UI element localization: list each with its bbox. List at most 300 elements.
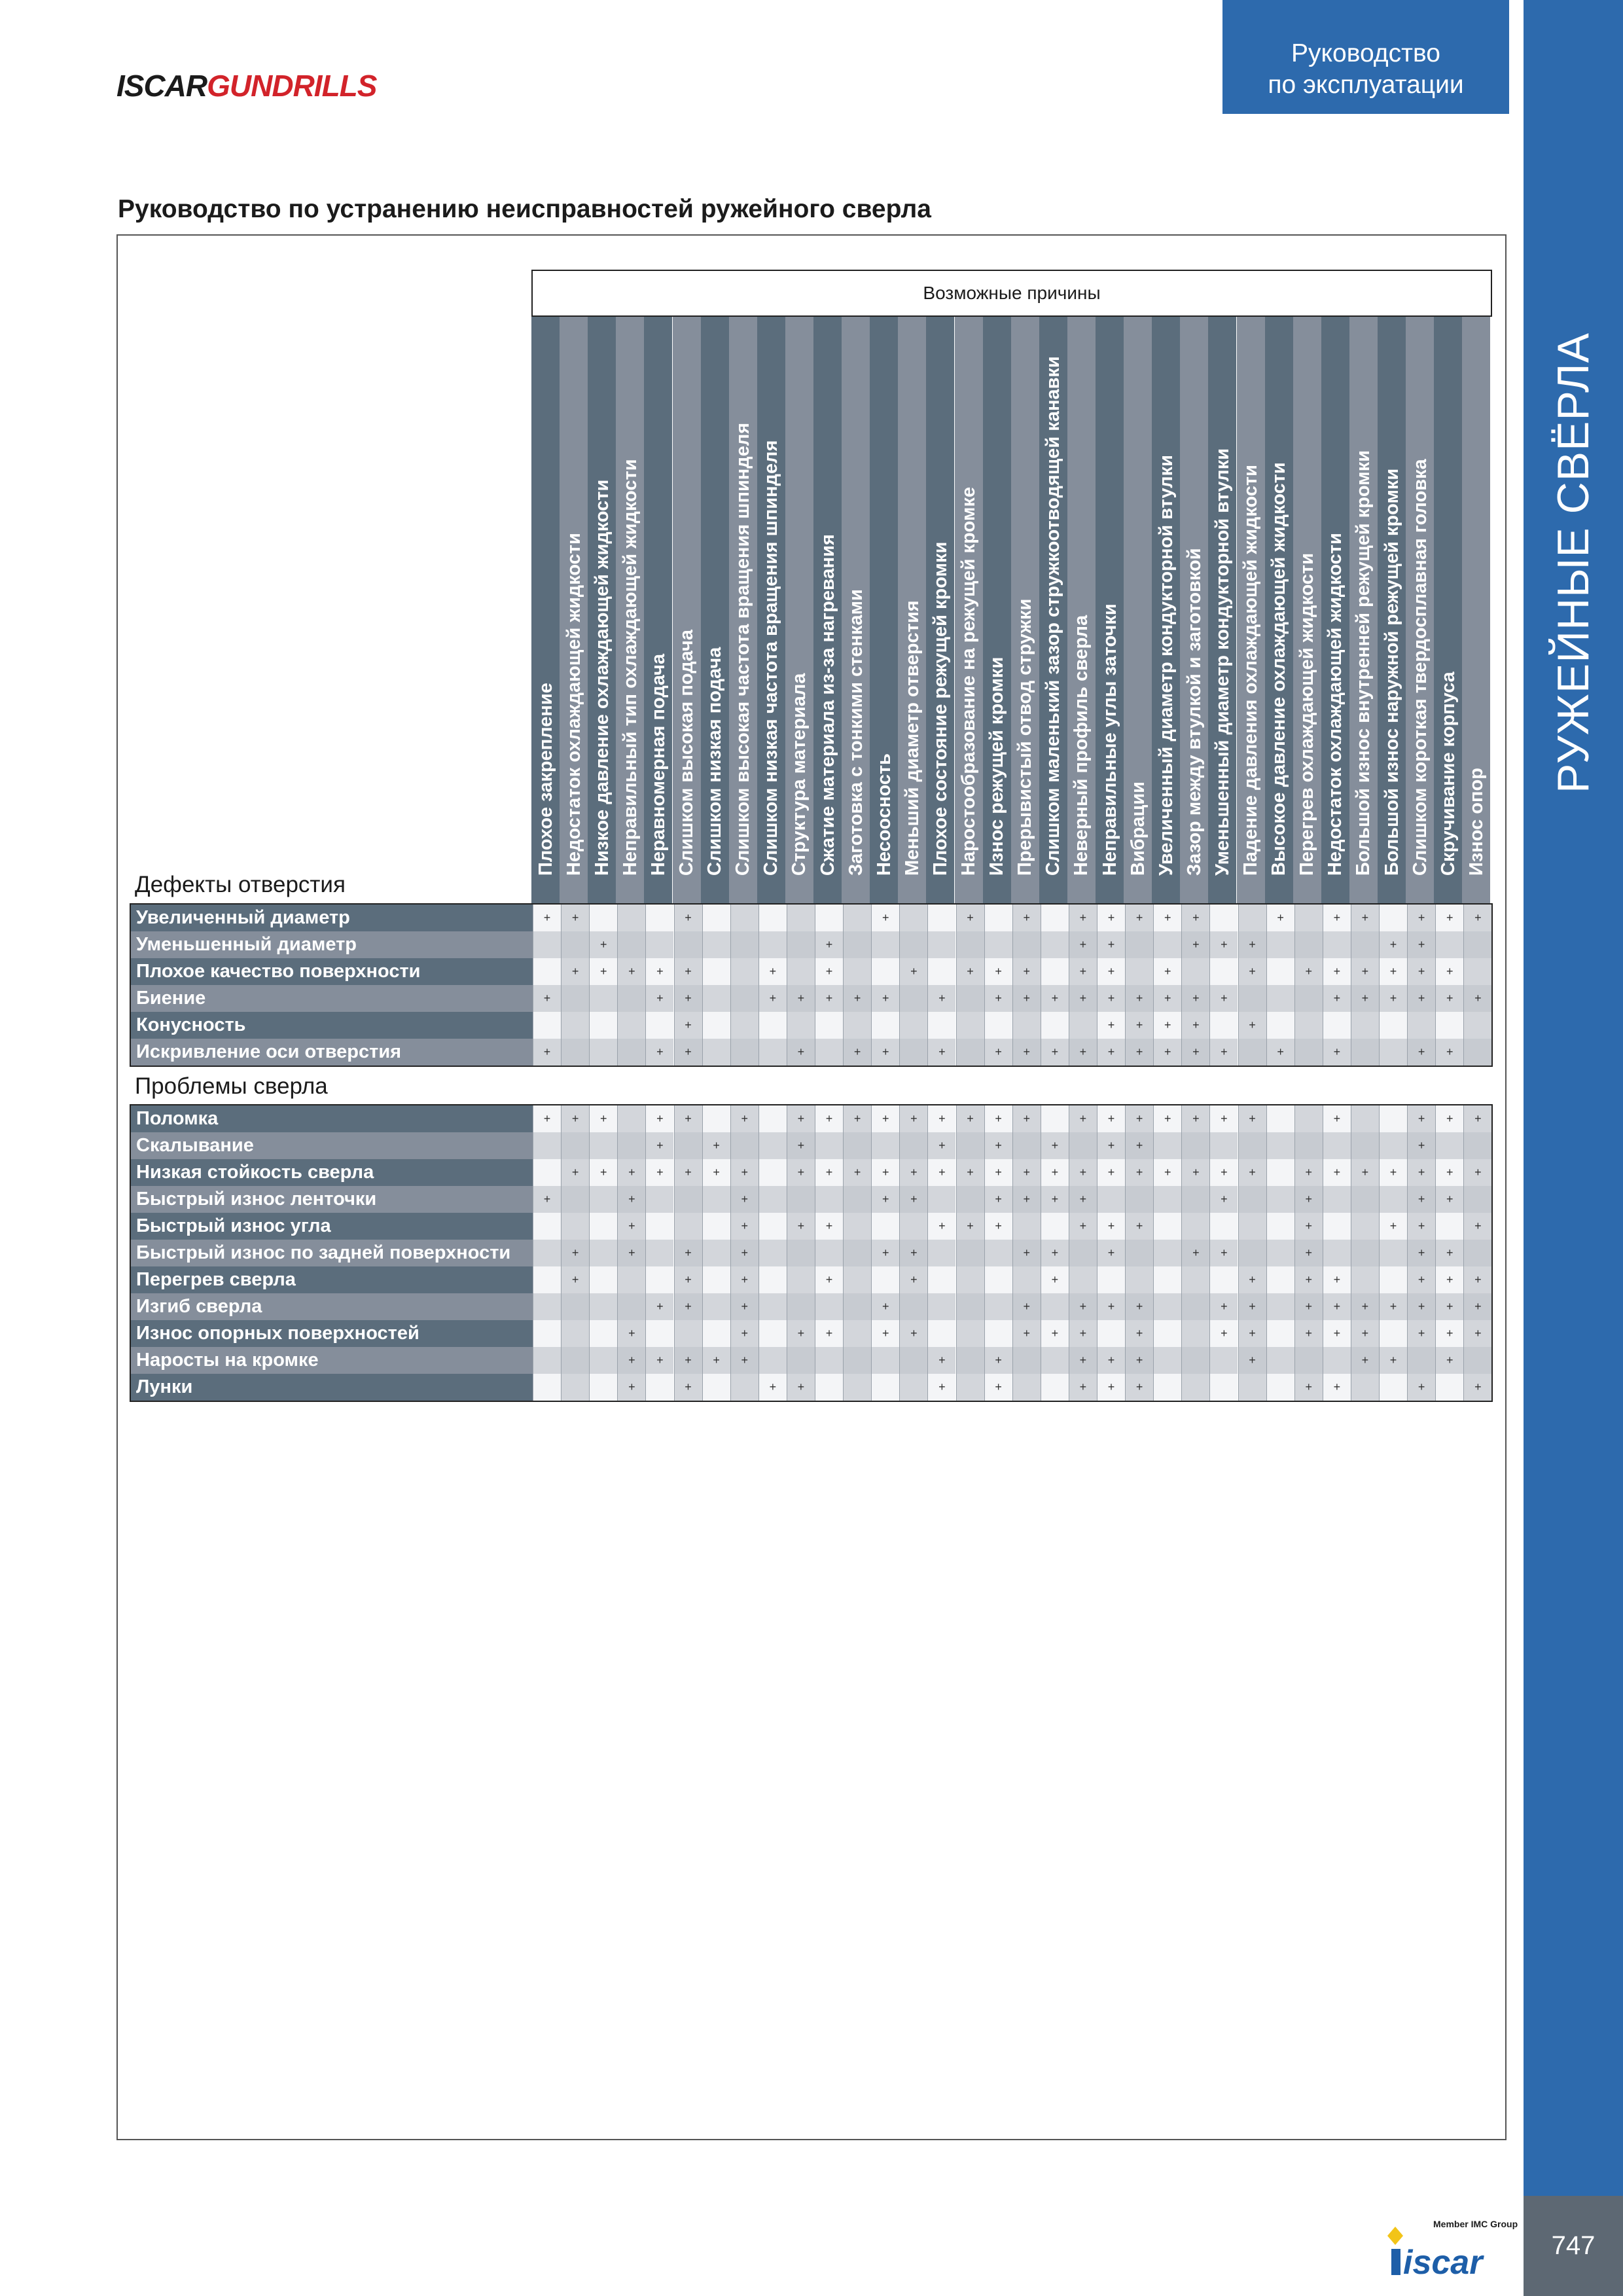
table-cell <box>1266 1039 1294 1066</box>
table-cell <box>617 1374 645 1401</box>
table-cell <box>1181 1320 1209 1347</box>
table-cell <box>1323 1293 1351 1320</box>
section-grid <box>130 903 1493 1067</box>
table-cell <box>956 1012 984 1039</box>
table-cell <box>787 1159 815 1186</box>
cause-mark: + <box>882 1166 889 1179</box>
table-cell <box>1125 1132 1153 1159</box>
table-cell <box>815 1159 843 1186</box>
cause-mark: + <box>571 911 579 924</box>
table-cell <box>1012 985 1041 1012</box>
table-cell <box>787 1105 815 1132</box>
table-cell <box>730 958 758 985</box>
cause-mark: + <box>1023 911 1030 924</box>
cause-mark: + <box>1249 938 1256 951</box>
cause-mark: + <box>1446 1327 1454 1340</box>
cause-mark: + <box>995 1112 1002 1125</box>
table-cell <box>1097 1186 1125 1213</box>
row-label: Изгиб сверла <box>131 1293 533 1320</box>
table-cell <box>1463 1347 1491 1374</box>
table-cell <box>674 1320 702 1347</box>
table-cell <box>843 1240 871 1266</box>
cause-mark: + <box>1192 992 1200 1005</box>
cause-mark: + <box>1249 1166 1256 1179</box>
cause-mark: + <box>1107 1354 1115 1367</box>
cause-mark: + <box>1135 1354 1143 1367</box>
table-cell <box>1181 1159 1209 1186</box>
cause-mark: + <box>1135 1018 1143 1031</box>
table-cell <box>702 931 730 958</box>
table-cell <box>984 1240 1012 1266</box>
table-cell <box>787 931 815 958</box>
table-cell <box>871 958 899 985</box>
cause-mark: + <box>825 1166 833 1179</box>
cause-mark: + <box>825 1273 833 1286</box>
table-cell <box>1012 1374 1041 1401</box>
cause-mark: + <box>741 1300 748 1313</box>
table-cell <box>984 1293 1012 1320</box>
cause-mark: + <box>1418 1045 1425 1058</box>
table-cell <box>1463 1105 1491 1132</box>
cause-mark: + <box>1389 992 1397 1005</box>
table-cell <box>1379 1039 1407 1066</box>
row-label: Биение <box>131 985 533 1012</box>
table-cell <box>1435 931 1463 958</box>
cause-label: Слишком низкая подача <box>704 647 726 876</box>
table-cell <box>1125 1320 1153 1347</box>
table-cell <box>702 985 730 1012</box>
table-cell <box>1097 931 1125 958</box>
cause-mark: + <box>1418 1380 1425 1393</box>
table-cell <box>674 1347 702 1374</box>
table-cell <box>1097 1012 1125 1039</box>
table-cell <box>984 905 1012 931</box>
cause-mark: + <box>1474 1166 1482 1179</box>
table-cell <box>1379 1213 1407 1240</box>
table-cell <box>1097 985 1125 1012</box>
table-cell <box>787 1039 815 1066</box>
table-cell <box>1153 1240 1181 1266</box>
cause-mark: + <box>1107 992 1115 1005</box>
table-cell <box>561 958 589 985</box>
table-cell <box>1069 1320 1097 1347</box>
table-cell <box>1012 1186 1041 1213</box>
cause-mark: + <box>1051 1246 1059 1259</box>
cause-mark: + <box>769 965 777 978</box>
table-cell <box>1323 1213 1351 1240</box>
table-cell <box>1012 1293 1041 1320</box>
table-cell <box>1266 1186 1294 1213</box>
table-cell <box>815 931 843 958</box>
cause-mark: + <box>1221 1193 1228 1206</box>
cause-label: Большой износ внутренней режущей кромки <box>1353 450 1374 876</box>
cause-mark: + <box>1023 1045 1030 1058</box>
section-grid <box>130 1104 1493 1402</box>
cause-mark: + <box>1107 1219 1115 1232</box>
table-cell <box>956 1374 984 1401</box>
cause-mark: + <box>1221 992 1228 1005</box>
cause-mark: + <box>995 1193 1002 1206</box>
section-title: Проблемы сверла <box>135 1073 328 1099</box>
table-cell <box>899 1240 927 1266</box>
table-cell <box>1209 1186 1238 1213</box>
table-cell <box>1097 1132 1125 1159</box>
table-cell <box>899 1105 927 1132</box>
row-label: Быстрый износ угла <box>131 1213 533 1240</box>
table-cell <box>1041 1132 1069 1159</box>
table-cell <box>1209 1266 1238 1293</box>
footer-brand-text: iscar <box>1403 2244 1483 2279</box>
table-cell <box>1266 931 1294 958</box>
table-row <box>131 1039 1491 1066</box>
table-cell <box>843 985 871 1012</box>
cause-mark: + <box>741 1273 748 1286</box>
table-cell <box>1379 931 1407 958</box>
table-cell <box>1041 1105 1069 1132</box>
table-cell <box>1069 1039 1097 1066</box>
table-cell <box>899 1186 927 1213</box>
table-cell <box>1097 958 1125 985</box>
table-cell <box>1125 1039 1153 1066</box>
table-cell <box>730 1347 758 1374</box>
table-cell <box>1435 1293 1463 1320</box>
table-cell <box>1379 1266 1407 1293</box>
table-cell <box>787 1012 815 1039</box>
table-cell <box>1012 1159 1041 1186</box>
header-line-1: Руководство <box>1291 39 1440 67</box>
cause-column-header <box>1237 317 1265 903</box>
table-cell <box>899 1012 927 1039</box>
cause-mark: + <box>882 1246 889 1259</box>
cause-mark: + <box>1418 1300 1425 1313</box>
cause-mark: + <box>685 1246 692 1259</box>
cause-mark: + <box>1023 1300 1030 1313</box>
table-cell <box>1379 1320 1407 1347</box>
cause-mark: + <box>1221 938 1228 951</box>
table-cell <box>1435 1240 1463 1266</box>
table-cell <box>1069 1240 1097 1266</box>
table-cell <box>1351 1374 1379 1401</box>
cause-mark: + <box>1135 1166 1143 1179</box>
table-cell <box>984 1186 1012 1213</box>
table-cell <box>533 1374 561 1401</box>
table-cell <box>702 1186 730 1213</box>
table-cell <box>1266 905 1294 931</box>
table-cell <box>984 1266 1012 1293</box>
table-cell <box>730 1132 758 1159</box>
table-cell <box>843 1105 871 1132</box>
cause-label: Прерывистый отвод стружки <box>1014 598 1036 876</box>
table-cell <box>787 1186 815 1213</box>
cause-mark: + <box>1333 1273 1341 1286</box>
table-cell <box>1407 1293 1435 1320</box>
table-cell <box>927 958 955 985</box>
cause-mark: + <box>1418 1139 1425 1152</box>
table-cell <box>589 1039 617 1066</box>
table-cell <box>1407 1213 1435 1240</box>
table-cell <box>702 1213 730 1240</box>
table-cell <box>561 1186 589 1213</box>
table-cell <box>1351 1012 1379 1039</box>
table-cell <box>1125 1293 1153 1320</box>
cause-mark: + <box>685 1300 692 1313</box>
cause-mark: + <box>599 938 607 951</box>
table-cell <box>1379 958 1407 985</box>
table-cell <box>956 1159 984 1186</box>
cause-mark: + <box>967 1112 974 1125</box>
cause-label: Плохое состояние режущей кромки <box>929 541 951 876</box>
cause-mark: + <box>938 1166 946 1179</box>
table-cell <box>533 985 561 1012</box>
cause-column-header <box>1321 317 1349 903</box>
table-cell <box>1435 1105 1463 1132</box>
cause-mark: + <box>1051 1327 1059 1340</box>
table-cell <box>1153 1293 1181 1320</box>
table-cell <box>1209 1347 1238 1374</box>
table-cell <box>1351 1266 1379 1293</box>
table-cell <box>1069 1293 1097 1320</box>
cause-mark: + <box>995 1139 1002 1152</box>
table-cell <box>1294 1266 1323 1293</box>
cause-mark: + <box>995 992 1002 1005</box>
logo-part-iscar: ISCAR <box>116 69 207 103</box>
table-cell <box>871 1293 899 1320</box>
table-cell <box>1181 1105 1209 1132</box>
cause-column-header <box>1293 317 1321 903</box>
table-cell <box>589 1374 617 1401</box>
table-cell <box>1351 1159 1379 1186</box>
table-cell <box>1209 1293 1238 1320</box>
cause-mark: + <box>1305 1193 1312 1206</box>
table-cell <box>1181 1039 1209 1066</box>
cause-mark: + <box>910 1273 918 1286</box>
cause-label: Скручивание корпуса <box>1437 672 1459 876</box>
table-cell <box>1238 1374 1266 1401</box>
cause-mark: + <box>656 992 664 1005</box>
cause-mark: + <box>1446 965 1454 978</box>
table-cell <box>1294 958 1323 985</box>
table-cell <box>1463 1266 1491 1293</box>
cause-mark: + <box>1023 1193 1030 1206</box>
table-row <box>131 1293 1491 1320</box>
table-cell <box>730 1213 758 1240</box>
cause-mark: + <box>1305 1246 1312 1259</box>
table-cell <box>589 1159 617 1186</box>
table-cell <box>1069 1012 1097 1039</box>
table-cell <box>1181 1132 1209 1159</box>
table-cell <box>1238 1266 1266 1293</box>
table-cell <box>674 1132 702 1159</box>
cause-mark: + <box>797 1380 805 1393</box>
cause-column-header <box>983 317 1011 903</box>
table-cell <box>871 1347 899 1374</box>
cause-column-header <box>560 317 588 903</box>
cause-mark: + <box>1249 1018 1256 1031</box>
cause-mark: + <box>1305 965 1312 978</box>
table-cell <box>533 1347 561 1374</box>
table-cell <box>956 1347 984 1374</box>
table-cell <box>871 1132 899 1159</box>
table-cell <box>871 1039 899 1066</box>
cause-mark: + <box>853 1045 861 1058</box>
table-cell <box>1125 1266 1153 1293</box>
cause-mark: + <box>797 1045 805 1058</box>
table-cell <box>843 931 871 958</box>
cause-mark: + <box>713 1139 720 1152</box>
cause-mark: + <box>628 1166 635 1179</box>
cause-mark: + <box>882 1327 889 1340</box>
cause-mark: + <box>1333 1327 1341 1340</box>
cause-mark: + <box>825 1327 833 1340</box>
cause-mark: + <box>1079 1380 1087 1393</box>
cause-label: Неправильные углы заточки <box>1099 603 1120 876</box>
table-cell <box>815 1266 843 1293</box>
cause-mark: + <box>1474 1112 1482 1125</box>
table-cell <box>1153 905 1181 931</box>
table-cell <box>1266 958 1294 985</box>
table-cell <box>1041 1347 1069 1374</box>
table-cell <box>1125 1159 1153 1186</box>
table-cell <box>899 931 927 958</box>
page-number: 747 <box>1524 2196 1623 2296</box>
table-cell <box>871 1213 899 1240</box>
table-cell <box>702 1320 730 1347</box>
cause-mark: + <box>797 1112 805 1125</box>
table-cell <box>927 1347 955 1374</box>
table-cell <box>1153 1132 1181 1159</box>
table-cell <box>1209 1213 1238 1240</box>
cause-label: Наростообразование на режущей кромке <box>958 486 980 876</box>
table-cell <box>1294 1320 1323 1347</box>
cause-label: Износ опор <box>1465 768 1487 876</box>
table-cell <box>1407 985 1435 1012</box>
cause-mark: + <box>1023 1327 1030 1340</box>
table-cell <box>1323 985 1351 1012</box>
cause-mark: + <box>1051 1045 1059 1058</box>
cause-mark: + <box>1051 1139 1059 1152</box>
cause-mark: + <box>1474 1219 1482 1232</box>
table-cell <box>899 1347 927 1374</box>
table-cell <box>899 1266 927 1293</box>
table-cell <box>730 1159 758 1186</box>
table-cell <box>815 905 843 931</box>
table-cell <box>927 1159 955 1186</box>
table-cell <box>645 985 673 1012</box>
table-cell <box>1266 1213 1294 1240</box>
table-cell <box>956 1320 984 1347</box>
cause-mark: + <box>910 1166 918 1179</box>
table-cell <box>758 1012 787 1039</box>
cause-column-header <box>1462 317 1490 903</box>
table-cell <box>1435 985 1463 1012</box>
table-cell <box>1238 905 1266 931</box>
cause-mark: + <box>825 992 833 1005</box>
table-cell <box>1181 985 1209 1012</box>
table-cell <box>1153 1374 1181 1401</box>
cause-column-header <box>1434 317 1462 903</box>
cause-mark: + <box>1418 1327 1425 1340</box>
table-cell <box>956 1039 984 1066</box>
cause-mark: + <box>1361 911 1369 924</box>
table-cell <box>1069 1374 1097 1401</box>
table-cell <box>561 1132 589 1159</box>
table-cell <box>1407 1186 1435 1213</box>
table-cell <box>843 1293 871 1320</box>
chapter-sidebar <box>1524 0 1623 2196</box>
cause-mark: + <box>853 1112 861 1125</box>
cause-column-header <box>1406 317 1434 903</box>
table-cell <box>984 1159 1012 1186</box>
cause-mark: + <box>967 965 974 978</box>
table-cell <box>787 1293 815 1320</box>
table-cell <box>871 1159 899 1186</box>
table-cell <box>1153 1159 1181 1186</box>
cause-mark: + <box>853 992 861 1005</box>
table-cell <box>843 905 871 931</box>
table-cell <box>1323 1039 1351 1066</box>
cause-mark: + <box>1192 1246 1200 1259</box>
table-row <box>131 1105 1491 1132</box>
table-cell <box>674 931 702 958</box>
table-cell <box>1097 1240 1125 1266</box>
table-cell <box>645 1293 673 1320</box>
table-cell <box>1407 1320 1435 1347</box>
cause-mark: + <box>685 1112 692 1125</box>
table-cell <box>1125 1213 1153 1240</box>
table-cell <box>1407 931 1435 958</box>
table-cell <box>758 905 787 931</box>
cause-mark: + <box>1135 992 1143 1005</box>
cause-label: Сжатие материала из-за нагревания <box>817 534 838 876</box>
cause-mark: + <box>1135 911 1143 924</box>
table-cell <box>645 1374 673 1401</box>
cause-mark: + <box>1079 992 1087 1005</box>
cause-column-header <box>842 317 870 903</box>
table-cell <box>1351 1186 1379 1213</box>
table-cell <box>1266 1240 1294 1266</box>
cause-mark: + <box>628 1246 635 1259</box>
cause-mark: + <box>1192 1018 1200 1031</box>
cause-label: Слишком высокая подача <box>676 629 698 876</box>
table-cell <box>1463 1039 1491 1066</box>
cause-label: Недостаток охлаждающей жидкости <box>1325 533 1346 876</box>
cause-mark: + <box>1446 1300 1454 1313</box>
cause-label: Зазор между втулкой и заготовкой <box>1183 548 1205 876</box>
table-cell <box>1097 1213 1125 1240</box>
table-cell <box>984 931 1012 958</box>
table-cell <box>1209 958 1238 985</box>
table-cell <box>617 931 645 958</box>
table-cell <box>927 1293 955 1320</box>
table-cell <box>1294 1132 1323 1159</box>
cause-mark: + <box>1164 992 1171 1005</box>
table-cell <box>561 1039 589 1066</box>
table-cell <box>1323 1240 1351 1266</box>
table-cell <box>843 1186 871 1213</box>
table-cell <box>1209 1105 1238 1132</box>
table-cell <box>730 1293 758 1320</box>
table-cell <box>956 905 984 931</box>
cause-mark: + <box>1135 1139 1143 1152</box>
table-row <box>131 1266 1491 1293</box>
table-cell <box>1181 1240 1209 1266</box>
table-cell <box>1012 1039 1041 1066</box>
cause-mark: + <box>1107 1300 1115 1313</box>
cause-mark: + <box>1107 1246 1115 1259</box>
cause-mark: + <box>1107 1166 1115 1179</box>
cause-mark: + <box>628 1354 635 1367</box>
table-cell <box>1041 985 1069 1012</box>
